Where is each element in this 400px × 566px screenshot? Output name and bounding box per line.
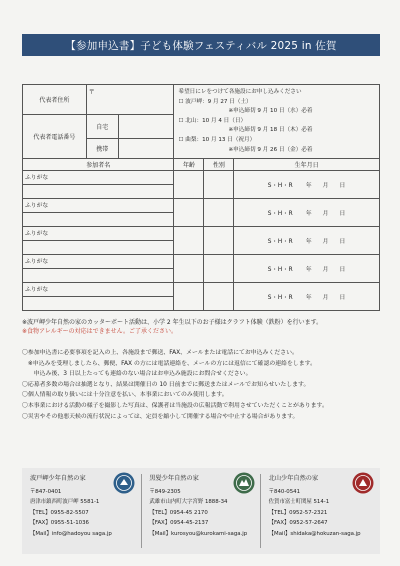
instruction-item: 申込み後、3 日以上たっても連絡のない場合はお申込み施設にお問合せください。	[22, 371, 252, 378]
cutter-boat-note: ※波戸岬少年自然の家のカッターボート活動は、小学 2 年生以下のお子様はクラフト体験（鉄粉）を行います。	[22, 319, 323, 326]
facility-tel: 【TEL】0954-45 2170	[149, 509, 208, 516]
birthdate-field[interactable]	[234, 171, 380, 199]
facility-name: 黒髪少年自然の家	[149, 475, 199, 482]
deadline-note: ※申込締切 9 月 26 日（金）必着	[228, 146, 313, 153]
instruction-item: 〇応募者多数の場合は抽選となり、結果は開催日の 10 日前までに郵送またはメールでお知らせいたします。	[22, 381, 310, 388]
option-label: 北山：10 月 4 日（日）	[185, 117, 247, 124]
facility-tel: 【TEL】0955-82-5507	[30, 509, 89, 516]
gender-field[interactable]	[204, 283, 234, 311]
day-unit: 日	[339, 267, 346, 274]
furigana-label[interactable]: ふりがな	[23, 283, 174, 297]
deadline-note: ※申込締切 9 月 10 日（水）必着	[228, 108, 313, 115]
mobile-phone-label: 携帯	[86, 139, 118, 159]
year-unit: 年	[305, 267, 312, 274]
month-unit: 月	[322, 239, 329, 246]
rep-address-label: 代表者住所	[23, 85, 87, 115]
year-unit: 年	[305, 239, 312, 246]
facility-postal: 〒847-0401	[30, 488, 62, 495]
furigana-label[interactable]: ふりがな	[23, 255, 174, 269]
facility-tel: 【TEL】0952-57-2321	[268, 509, 328, 516]
age-field[interactable]	[174, 283, 204, 311]
facility-postal: 〒849-2305	[149, 488, 181, 495]
birthdate-field[interactable]	[234, 255, 380, 283]
birthdate-field[interactable]	[234, 199, 380, 227]
checkbox-icon[interactable]: ☐	[178, 136, 184, 143]
facility-postal: 〒840-0541	[268, 488, 300, 495]
furigana-label[interactable]: ふりがな	[23, 227, 174, 241]
allergy-note: ※食物アレルギーの対応はできません。ご了承ください。	[22, 328, 177, 335]
deadline-note: ※申込締切 9 月 18 日（木）必着	[228, 127, 313, 134]
gender-field[interactable]	[204, 255, 234, 283]
postal-mark: 〒	[88, 89, 95, 96]
era-options: S・H・R	[267, 267, 293, 274]
contact-hadomisaki	[22, 468, 141, 554]
participant-row	[23, 255, 380, 269]
instruction-item: 〇災害やその他悪天候の流行状況によっては、定員を縮小して開催する場合や中止する場合があります。	[22, 413, 299, 420]
gender-field[interactable]	[204, 227, 234, 255]
gender-field[interactable]	[204, 199, 234, 227]
age-field[interactable]	[174, 255, 204, 283]
day-unit: 日	[339, 211, 346, 218]
form-title-banner: 【参加申込書】子ども体験フェスティバル 2025 in 佐賀	[22, 34, 380, 56]
mobile-phone-field[interactable]	[118, 139, 174, 159]
day-unit: 日	[339, 183, 346, 190]
month-unit: 月	[322, 267, 329, 274]
participant-row	[23, 227, 380, 241]
era-options: S・H・R	[267, 183, 293, 190]
application-table	[22, 84, 380, 311]
participant-row	[23, 171, 380, 185]
era-options: S・H・R	[267, 211, 293, 218]
home-phone-field[interactable]	[118, 115, 174, 139]
rep-address-field[interactable]	[86, 85, 174, 115]
instruction-item: 〇個人情報の取り扱いには十分注意を払い、本事業においてのみ使用します。	[22, 392, 228, 399]
gender-header: 性別	[204, 159, 234, 171]
participant-row	[23, 199, 380, 213]
birthdate-field[interactable]	[234, 227, 380, 255]
era-options: S・H・R	[267, 295, 293, 302]
age-field[interactable]	[174, 199, 204, 227]
facility-name: 波戸岬少年自然の家	[30, 475, 86, 482]
facility-address: 唐津市鎮西町波戸岬 5581-1	[30, 499, 100, 506]
participant-name-field[interactable]	[23, 297, 174, 311]
birthdate-field[interactable]	[234, 283, 380, 311]
checkbox-icon[interactable]: ☐	[178, 98, 184, 105]
facility-address: 佐賀市富士町関屋 514-1	[268, 499, 330, 506]
age-field[interactable]	[174, 227, 204, 255]
option-hadomisaki[interactable]	[178, 98, 375, 108]
year-unit: 年	[305, 211, 312, 218]
year-unit: 年	[305, 295, 312, 302]
gender-field[interactable]	[204, 171, 234, 199]
contact-kitayama	[261, 468, 380, 554]
option-label: 曲梨：10 月 13 日（祝月）	[185, 136, 256, 143]
facility-mail[interactable]: 【Mail】info@hadoyou saga.jp	[30, 530, 112, 537]
month-unit: 月	[322, 183, 329, 190]
era-options: S・H・R	[267, 239, 293, 246]
wish-date-selection	[174, 85, 380, 159]
day-unit: 日	[339, 295, 346, 302]
wish-intro: 希望日にレをつけて各施設にお申し込みください	[178, 89, 302, 95]
facility-fax: 【FAX】0954-45-2137	[149, 520, 209, 527]
rep-phone-label: 代表者電話番号	[23, 115, 87, 159]
furigana-label[interactable]: ふりがな	[23, 171, 174, 185]
participant-name-field[interactable]	[23, 185, 174, 199]
participant-name-field[interactable]	[23, 213, 174, 227]
contact-panel	[22, 468, 380, 554]
day-unit: 日	[339, 239, 346, 246]
month-unit: 月	[322, 211, 329, 218]
birthdate-header: 生年月日	[234, 159, 380, 171]
option-kurokami[interactable]	[178, 136, 375, 146]
notes	[22, 318, 380, 336]
facility-seal-icon	[233, 472, 255, 494]
facility-fax: 【FAX】0955-51-1036	[30, 520, 89, 527]
participant-header: 参加者名	[23, 159, 174, 171]
age-header: 年齢	[174, 159, 204, 171]
facility-seal-icon	[352, 472, 374, 494]
participant-name-field[interactable]	[23, 241, 174, 255]
furigana-label[interactable]: ふりがな	[23, 199, 174, 213]
instruction-item: ※申込みを受理しましたら、郵便、FAX の方には電話連絡を、メールの方には返信にて確認の連絡をします。	[22, 360, 316, 367]
facility-mail[interactable]: 【Mail】kurosyou@kurokami-saga.jp	[149, 530, 248, 537]
age-field[interactable]	[174, 171, 204, 199]
home-phone-label: 自宅	[86, 115, 118, 139]
option-label: 波戸岬：9 月 27 日（土）	[185, 98, 252, 105]
facility-fax: 【FAX】0952-57-2647	[268, 520, 328, 527]
checkbox-icon[interactable]: ☐	[178, 117, 184, 124]
instructions-list	[22, 348, 380, 422]
year-unit: 年	[305, 183, 312, 190]
facility-address: 武雄市山内町大字宮野 1888-34	[149, 499, 228, 506]
participant-name-field[interactable]	[23, 269, 174, 283]
month-unit: 月	[322, 295, 329, 302]
participant-row	[23, 283, 380, 297]
option-kitayama[interactable]	[178, 117, 375, 127]
instruction-item: 〇参加申込書に必要事項を記入の上、各施設まで郵送、FAX、メールまたは電話にてお申込みください。	[22, 350, 298, 356]
contact-kurokami	[141, 468, 260, 554]
facility-mail[interactable]: 【Mail】shidaka@hokuzan-saga.jp	[268, 530, 361, 537]
facility-name: 北山少年自然の家	[268, 475, 319, 482]
instruction-item: 〇本事業における活動の様子を撮影した写真は、保護者は当施設の広報活動で利用させていただくことがあります。	[22, 402, 328, 409]
